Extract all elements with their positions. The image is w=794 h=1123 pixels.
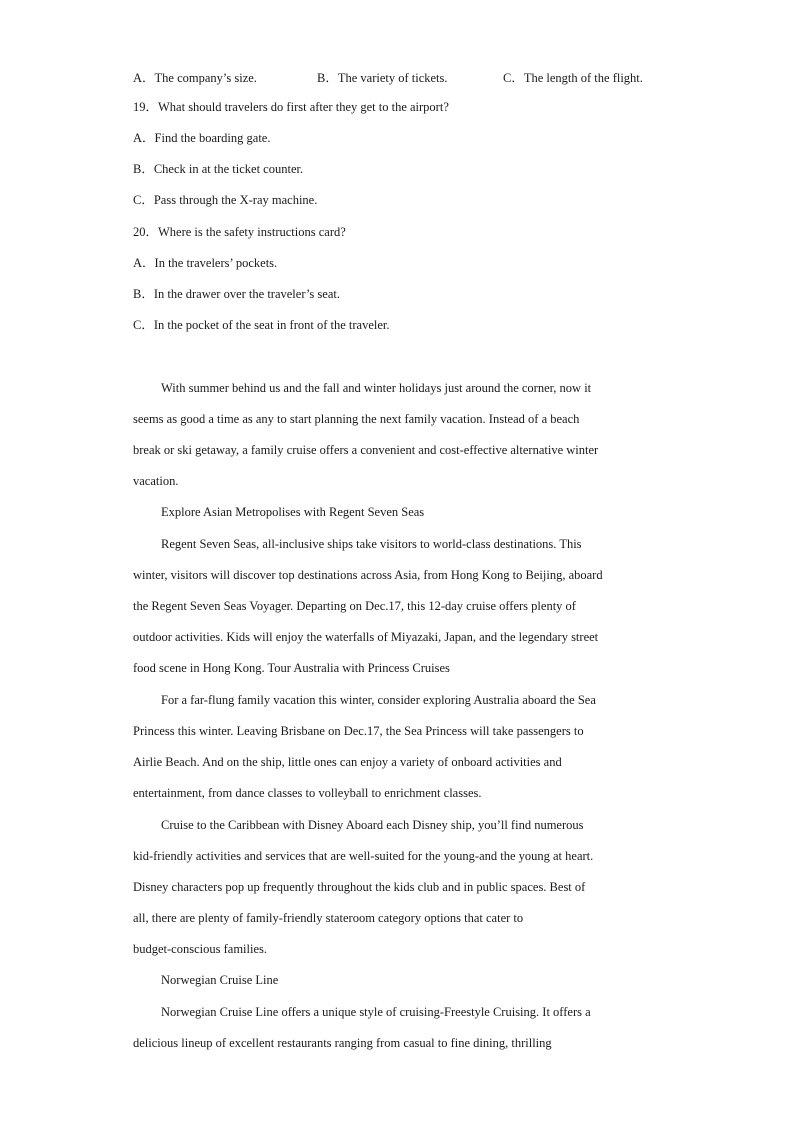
passage-line: With summer behind us and the fall and winter holidays just around the corner, now it	[161, 381, 592, 395]
passage-line: Disney characters pop up frequently throughout the kids club and in public spaces. Best of	[133, 880, 586, 894]
passage-line: seems as good a time as any to start planning the next family vacation. Instead of a beach	[133, 412, 580, 426]
passage-line: delicious lineup of excellent restaurants ranging from casual to fine dining, thrilling	[133, 1036, 552, 1050]
q18-option-a: A．The company’s size.	[133, 71, 257, 85]
passage-line: vacation.	[133, 474, 179, 488]
passage-line: entertainment, from dance classes to volleyball to enrichment classes.	[133, 786, 482, 800]
passage-line: Regent Seven Seas, all-inclusive ships take visitors to world-class destinations. This	[161, 537, 582, 551]
passage-line: winter, visitors will discover top destinations across Asia, from Hong Kong to Beijing, aboard	[133, 568, 603, 582]
q20-stem: 20．Where is the safety instructions card?	[133, 225, 346, 239]
q20-option-c: C．In the pocket of the seat in front of the traveler.	[133, 318, 390, 332]
passage-line: Airlie Beach. And on the ship, little ones can enjoy a variety of onboard activities and	[133, 755, 562, 769]
q20-option-b: B．In the drawer over the traveler’s seat.	[133, 287, 340, 301]
passage-line: For a far-flung family vacation this winter, consider exploring Australia aboard the Sea	[161, 693, 596, 707]
passage-line: all, there are plenty of family-friendly stateroom category options that cater to	[133, 911, 524, 925]
section-heading: Explore Asian Metropolises with Regent Seven Seas	[161, 505, 425, 519]
section-heading: Norwegian Cruise Line	[161, 973, 279, 987]
passage-line: Princess this winter. Leaving Brisbane on Dec.17, the Sea Princess will take passengers to	[133, 724, 584, 738]
passage-line: the Regent Seven Seas Voyager. Departing on Dec.17, this 12-day cruise offers plenty of	[133, 599, 576, 613]
q20-option-a: A．In the travelers’ pockets.	[133, 256, 278, 270]
passage-line: Norwegian Cruise Line offers a unique style of cruising-Freestyle Cruising. It offers a	[161, 1005, 591, 1019]
q19-option-b: B．Check in at the ticket counter.	[133, 162, 304, 176]
q19-option-c: C．Pass through the X-ray machine.	[133, 193, 318, 207]
q19-stem: 19．What should travelers do first after they get to the airport?	[133, 100, 449, 114]
passage-line: food scene in Hong Kong. Tour Australia with Princess Cruises	[133, 661, 450, 675]
q18-option-b: B．The variety of tickets.	[317, 71, 448, 85]
passage-line: kid-friendly activities and services that are well-suited for the young-and the young at heart.	[133, 849, 594, 863]
passage-line: Cruise to the Caribbean with Disney Aboard each Disney ship, you’ll find numerous	[161, 818, 584, 832]
passage-line: break or ski getaway, a family cruise offers a convenient and cost-effective alternative winter	[133, 443, 599, 457]
q18-option-c: C．The length of the flight.	[503, 71, 643, 85]
passage-line: outdoor activities. Kids will enjoy the waterfalls of Miyazaki, Japan, and the legendary street	[133, 630, 599, 644]
q19-option-a: A．Find the boarding gate.	[133, 131, 271, 145]
passage-line: budget-conscious families.	[133, 942, 267, 956]
